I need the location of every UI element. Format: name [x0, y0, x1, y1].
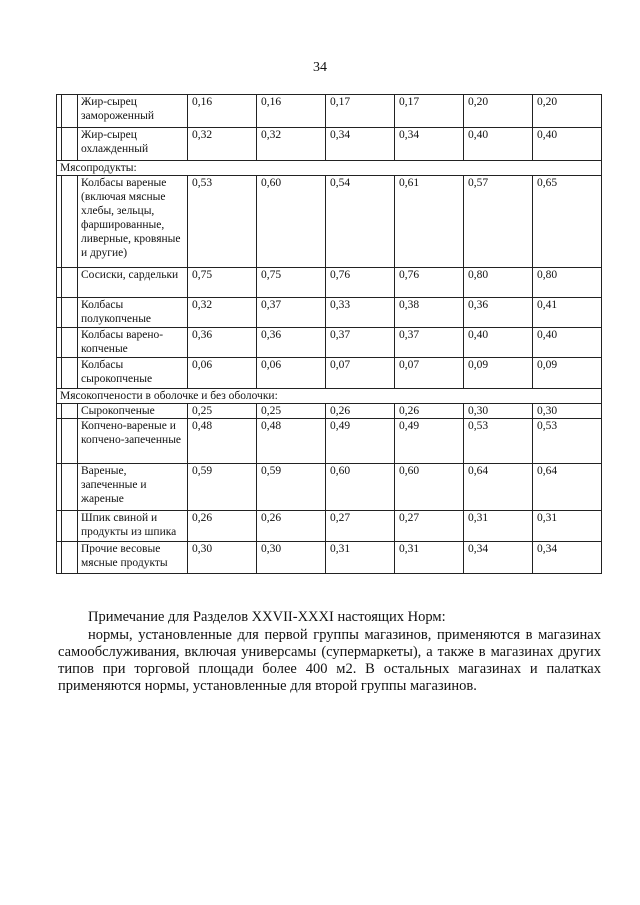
value-cell: 0,48: [188, 419, 257, 464]
value-cell: 0,16: [188, 95, 257, 128]
value-cell: 0,16: [257, 95, 326, 128]
value-cell: 0,37: [326, 328, 395, 358]
table-row: [57, 268, 602, 298]
value-cell: 0,26: [395, 404, 464, 419]
value-cell: 0,34: [533, 542, 602, 574]
value-cell: 0,17: [395, 95, 464, 128]
value-cell: 0,37: [395, 328, 464, 358]
value-cell: 0,17: [326, 95, 395, 128]
value-cell: 0,65: [533, 176, 602, 268]
value-cell: 0,30: [464, 404, 533, 419]
value-cell: 0,30: [188, 542, 257, 574]
indent-cell: [62, 268, 78, 298]
value-cell: 0,36: [257, 328, 326, 358]
product-name-cell: Сосиски, сардельки: [78, 268, 188, 298]
value-cell: 0,60: [257, 176, 326, 268]
indent-cell: [62, 176, 78, 268]
value-cell: 0,32: [188, 128, 257, 161]
value-cell: 0,75: [188, 268, 257, 298]
product-name-cell: Шпик свиной и продукты из шпика: [78, 511, 188, 542]
value-cell: 0,57: [464, 176, 533, 268]
value-cell: 0,59: [188, 464, 257, 511]
value-cell: 0,07: [395, 358, 464, 389]
value-cell: 0,34: [395, 128, 464, 161]
value-cell: 0,27: [326, 511, 395, 542]
product-name-cell: Колбасы варено-копченые: [78, 328, 188, 358]
value-cell: 0,40: [464, 128, 533, 161]
table-row: [57, 464, 602, 511]
table-row: [57, 511, 602, 542]
value-cell: 0,26: [188, 511, 257, 542]
table-row: [57, 419, 602, 464]
table-section-row: [57, 389, 602, 404]
value-cell: 0,40: [533, 128, 602, 161]
value-cell: 0,32: [257, 128, 326, 161]
value-cell: 0,38: [395, 298, 464, 328]
table-row: [57, 298, 602, 328]
indent-cell: [62, 298, 78, 328]
note-body: нормы, установленные для первой группы магазинов, применяются в магазинах самообслуживания, включая универсамы (супермаркеты), а также в магазинах других типов при торговой площади более 400 м2. В остальных магазинах и палатках применяются нормы, установленные для второй группы магазинов.: [58, 627, 601, 694]
indent-cell: [62, 464, 78, 511]
table-row: [57, 176, 602, 268]
value-cell: 0,41: [533, 298, 602, 328]
indent-cell: [62, 419, 78, 464]
value-cell: 0,34: [326, 128, 395, 161]
product-name-cell: Колбасы вареные (включая мясные хлебы, зельцы, фаршированные, ливерные, кровяные и другие): [78, 176, 188, 268]
value-cell: 0,09: [533, 358, 602, 389]
indent-cell: [62, 328, 78, 358]
value-cell: 0,36: [188, 328, 257, 358]
value-cell: 0,25: [188, 404, 257, 419]
product-name-cell: Сырокопченые: [78, 404, 188, 419]
note-title: Примечание для Разделов XXVII-XXXI настоящих Норм:: [88, 609, 446, 625]
value-cell: 0,60: [395, 464, 464, 511]
indent-cell: [62, 511, 78, 542]
value-cell: 0,32: [188, 298, 257, 328]
value-cell: 0,59: [257, 464, 326, 511]
value-cell: 0,07: [326, 358, 395, 389]
value-cell: 0,80: [533, 268, 602, 298]
value-cell: 0,20: [533, 95, 602, 128]
product-name-cell: Копчено-вареные и копчено-запеченные: [78, 419, 188, 464]
value-cell: 0,64: [464, 464, 533, 511]
indent-cell: [62, 358, 78, 389]
value-cell: 0,20: [464, 95, 533, 128]
value-cell: 0,54: [326, 176, 395, 268]
section-header: Мясокопчености в оболочке и без оболочки:: [57, 389, 602, 404]
value-cell: 0,53: [188, 176, 257, 268]
product-name-cell: Жир-сырец охлажденный: [78, 128, 188, 161]
indent-cell: [62, 404, 78, 419]
section-header: Мясопродукты:: [57, 161, 602, 176]
value-cell: 0,31: [326, 542, 395, 574]
value-cell: 0,61: [395, 176, 464, 268]
table-section-row: [57, 161, 602, 176]
value-cell: 0,40: [533, 328, 602, 358]
page-number: 34: [313, 60, 327, 75]
value-cell: 0,26: [257, 511, 326, 542]
value-cell: 0,30: [533, 404, 602, 419]
value-cell: 0,64: [533, 464, 602, 511]
value-cell: 0,75: [257, 268, 326, 298]
value-cell: 0,33: [326, 298, 395, 328]
value-cell: 0,49: [395, 419, 464, 464]
value-cell: 0,34: [464, 542, 533, 574]
value-cell: 0,53: [533, 419, 602, 464]
value-cell: 0,09: [464, 358, 533, 389]
value-cell: 0,60: [326, 464, 395, 511]
table-row: [57, 328, 602, 358]
table-row: [57, 95, 602, 128]
table-row: [57, 128, 602, 161]
product-name-cell: Колбасы полукопченые: [78, 298, 188, 328]
value-cell: 0,36: [464, 298, 533, 328]
value-cell: 0,48: [257, 419, 326, 464]
value-cell: 0,27: [395, 511, 464, 542]
product-name-cell: Колбасы сырокопченые: [78, 358, 188, 389]
value-cell: 0,31: [395, 542, 464, 574]
value-cell: 0,37: [257, 298, 326, 328]
value-cell: 0,06: [188, 358, 257, 389]
table-row: [57, 542, 602, 574]
value-cell: 0,76: [395, 268, 464, 298]
norms-table: [56, 94, 602, 574]
indent-cell: [62, 542, 78, 574]
indent-cell: [62, 95, 78, 128]
value-cell: 0,06: [257, 358, 326, 389]
value-cell: 0,40: [464, 328, 533, 358]
product-name-cell: Прочие весовые мясные продукты: [78, 542, 188, 574]
value-cell: 0,31: [533, 511, 602, 542]
value-cell: 0,31: [464, 511, 533, 542]
value-cell: 0,80: [464, 268, 533, 298]
value-cell: 0,53: [464, 419, 533, 464]
value-cell: 0,26: [326, 404, 395, 419]
product-name-cell: Вареные, запеченные и жареные: [78, 464, 188, 511]
table-row: [57, 358, 602, 389]
product-name-cell: Жир-сырец замороженный: [78, 95, 188, 128]
value-cell: 0,49: [326, 419, 395, 464]
value-cell: 0,25: [257, 404, 326, 419]
value-cell: 0,76: [326, 268, 395, 298]
value-cell: 0,30: [257, 542, 326, 574]
table-row: [57, 404, 602, 419]
indent-cell: [62, 128, 78, 161]
